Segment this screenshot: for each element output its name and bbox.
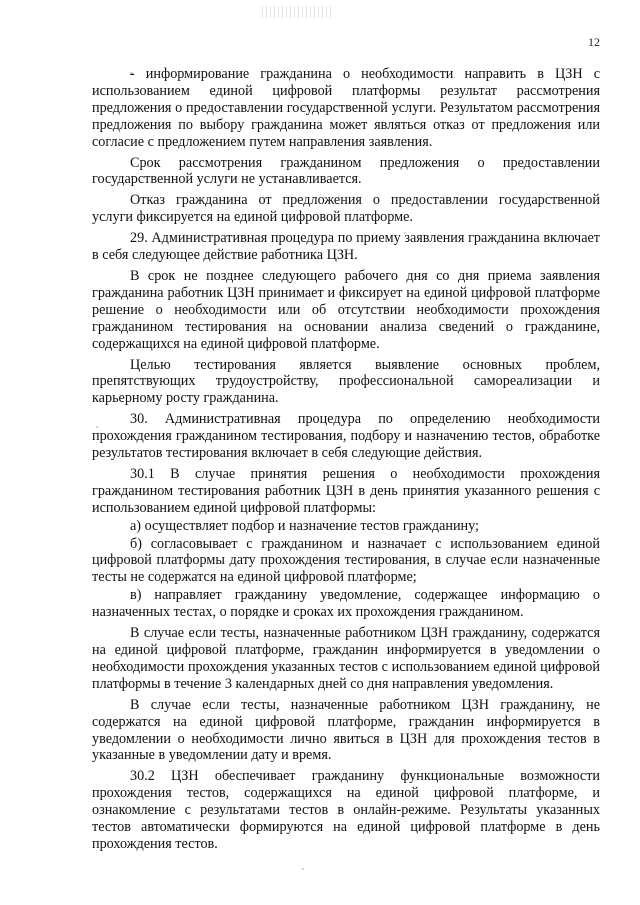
scan-speck: [302, 868, 304, 870]
scan-speck: [404, 232, 406, 234]
paragraph: В случае если тесты, назначенные работником ЦЗН гражданину, содержатся на единой цифровой платформе, гражданин информируется в уведомлении о необходимости прохождения указанных тестов с использованием единой цифровой платформы в течение 3 календарных дней со дня направления уведомления.: [92, 625, 600, 692]
paragraph: 30. Административная процедура по определению необходимости прохождения гражданином тестирования, подбору и назначению тестов, обработке результатов тестирования включает в себя следующие действия.: [92, 411, 600, 462]
paragraph: В срок не позднее следующего рабочего дня со дня приема заявления гражданина работник ЦЗН принимает и фиксирует на единой цифровой платформе решение о необходимости или об отсутствии необходимости прохождения гражданином тестирования на основании анализа сведений о гражданине, содержащихся на единой цифровой платформе.: [92, 267, 600, 352]
list-item: а) осуществляет подбор и назначение тестов гражданину;: [130, 517, 479, 534]
paragraph: Отказ гражданина от предложения о предоставлении государственной услуги фиксируется на единой цифровой платформе.: [92, 192, 600, 226]
paragraph: Целью тестирования является выявление основных проблем, препятствующих трудоустройству, профессиональной самореализации и карьерному росту гражданина.: [92, 356, 600, 407]
page-number: 12: [588, 35, 600, 49]
paragraph: - информирование гражданина о необходимости направить в ЦЗН с использованием единой цифровой платформы результат рассмотрения предложения о предоставлении государственной услуги. Результатом рассмотрения предложения по выбору гражданина может являться отказ от предложения или согласие с предложением путем направления заявления.: [92, 66, 600, 150]
scan-speck: [130, 72, 133, 75]
paragraph: Срок рассмотрения гражданином предложения о предоставлении государственной услуги не устанавливается.: [92, 154, 600, 188]
scan-artifact: [262, 6, 332, 18]
paragraph: 30.1 В случае принятия решения о необходимости прохождения гражданином тестирования работник ЦЗН в день принятия указанного решения с использованием единой цифровой платформы:: [92, 465, 600, 516]
list-item: в) направляет гражданину уведомление, содержащее информацию о назначенных тестах, о порядке и сроках их прохождения гражданином.: [92, 587, 600, 621]
paragraph: В случае если тесты, назначенные работником ЦЗН гражданину, не содержатся на единой цифровой платформе, гражданин информируется в уведомлении о необходимости лично явиться в ЦЗН для прохождения тестов в указанные в уведомлении дату и время.: [92, 696, 600, 764]
paragraph: 29. Административная процедура по приему заявления гражданина включает в себя следующее действие работника ЦЗН.: [92, 230, 600, 264]
paragraph: 30.2 ЦЗН обеспечивает гражданину функциональные возможности прохождения тестов, содержащихся на единой цифровой платформе, и ознакомление с результатами тестов в онлайн-режиме. Результаты указанных тестов автоматически формируются на единой цифровой платформе в день прохождения тестов.: [92, 768, 600, 852]
scan-speck: [96, 426, 98, 428]
list-item: б) согласовывает с гражданином и назначает с использованием единой цифровой платформы дату прохождения тестирования, в случае если назначенные тесты не содержатся на единой цифровой платформе;: [92, 535, 600, 586]
document-body: [92, 66, 600, 857]
